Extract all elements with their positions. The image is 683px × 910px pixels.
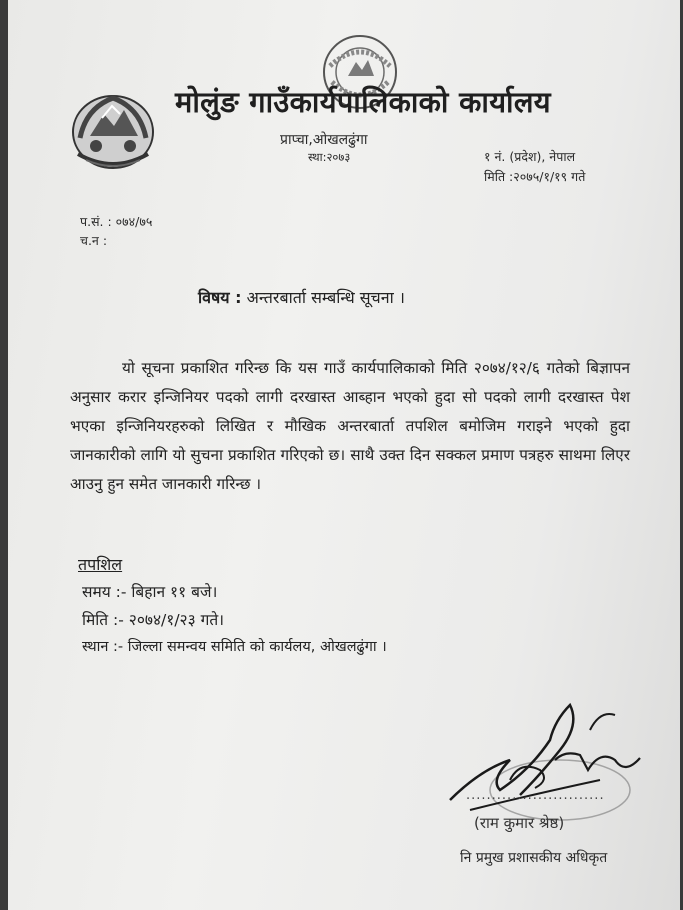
letter-reference-number: प.सं. : ०७४/७५ — [80, 214, 153, 229]
office-name: मोलुंङ गाउँकार्यपालिकाको कार्यालय — [175, 85, 551, 119]
signatory-title: नि प्रमुख प्रशासकीय अधिकृत — [460, 850, 608, 866]
subject-line — [198, 286, 405, 308]
subject-text: अन्तरबार्ता सम्बन्धि सूचना । — [246, 288, 405, 307]
notice-document — [8, 0, 680, 910]
established-year: स्था:२०७३ — [308, 150, 351, 164]
issue-date: मिति :२०७५/१/१९ गते — [484, 169, 586, 184]
office-address: प्राप्चा,ओखलढुंगा — [280, 132, 368, 148]
notice-body: यो सूचना प्रकाशित गरिन्छ कि यस गाउँ कार्यपालिकाको मिति २०७४/१२/६ गतेको बिज्ञापन अनुसार करार इन्जिनियर पदको लागी दरखास्त आब्हान भएको हुदा सो पदको लागी दरखास्त पेश भएका इन्जिनियरहरुको लिखित र मौखिक अन्तरबार्ता तपशिल बमोजिम गराइने भएको हुदा जानकारीको लागि यो सुचना प्रकाशित गरिएको छ। साथै उक्त दिन सक्कल प्रमाण पत्रहरु साथमा लिएर आउनु हुन समेत जानकारी गरिन्छ । — [70, 359, 630, 493]
signatory-name: (राम कुमार श्रेष्ठ) — [474, 814, 565, 832]
interview-time: समय :- बिहान ११ बजे। — [82, 583, 218, 601]
interview-date: मिति :- २०७४/१/२३ गते। — [82, 611, 225, 629]
dispatch-number: च.न : — [80, 233, 108, 248]
signature-line: ........................... — [466, 788, 605, 803]
nepal-emblem-icon — [66, 88, 160, 174]
details-heading: तपशिल — [78, 555, 123, 574]
province-label: १ नं. (प्रदेश), नेपाल — [484, 149, 576, 164]
handwritten-signature — [440, 700, 670, 830]
subject-label: विषय : — [198, 288, 242, 307]
interview-place: स्थान :- जिल्ला समन्वय समिति को कार्यलय, ओखलढुंगा । — [82, 639, 387, 655]
